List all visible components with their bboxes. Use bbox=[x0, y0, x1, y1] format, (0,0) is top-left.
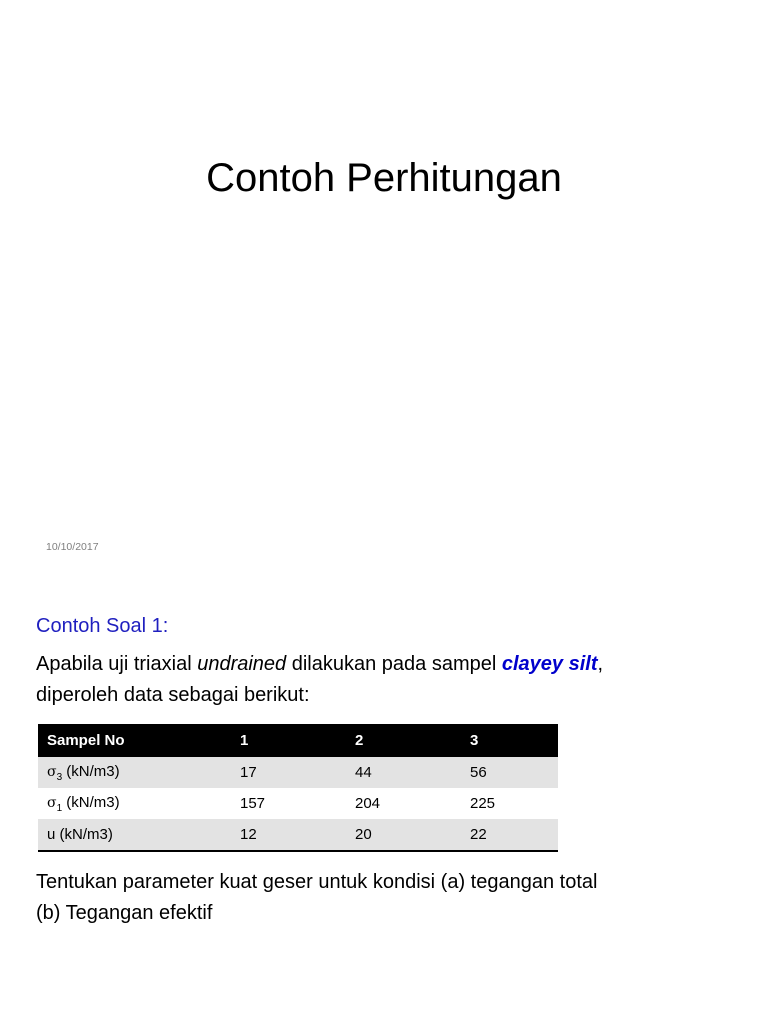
row-subscript: 1 bbox=[56, 802, 63, 814]
row-label bbox=[38, 819, 231, 851]
intro-text-1: Apabila uji triaxial bbox=[36, 653, 198, 675]
intro-text-3: , bbox=[597, 653, 604, 675]
table-cell: 17 bbox=[231, 757, 346, 788]
row-unit: (kN/m3) bbox=[62, 762, 120, 780]
page-title: Contoh Perhitungan bbox=[206, 156, 562, 200]
header-sample-2: 2 bbox=[346, 724, 461, 757]
problem-slide bbox=[0, 576, 768, 1024]
row-symbol: σ bbox=[47, 794, 57, 811]
slide-date: 10/10/2017 bbox=[46, 541, 99, 553]
row-unit: (kN/m3) bbox=[55, 826, 113, 843]
data-table bbox=[38, 724, 558, 852]
task-text bbox=[36, 867, 746, 929]
header-sample-1: 1 bbox=[231, 724, 346, 757]
table-row bbox=[38, 757, 558, 788]
table-header-row bbox=[38, 724, 558, 757]
table-row bbox=[38, 819, 558, 851]
intro-text-line2: diperoleh data sebagai berikut: bbox=[36, 684, 310, 706]
row-symbol: σ bbox=[47, 763, 57, 780]
row-label bbox=[38, 788, 231, 819]
row-symbol: u bbox=[47, 826, 56, 843]
problem-heading: Contoh Soal 1: bbox=[36, 615, 169, 637]
row-label bbox=[38, 757, 231, 788]
table-cell: 12 bbox=[231, 819, 346, 851]
intro-italic-term: undrained bbox=[197, 653, 287, 675]
table-cell: 20 bbox=[346, 819, 461, 851]
row-unit: (kN/m3) bbox=[62, 793, 120, 811]
table-cell: 157 bbox=[240, 795, 266, 812]
table-cell: 56 bbox=[461, 757, 558, 788]
problem-intro bbox=[36, 649, 736, 711]
intro-text-2: dilakukan pada sampel bbox=[286, 653, 502, 675]
header-sample-3: 3 bbox=[461, 724, 558, 757]
table-cell: 22 bbox=[461, 819, 558, 851]
intro-highlight-term: clayey silt bbox=[501, 653, 598, 675]
table-row bbox=[38, 788, 558, 819]
table-cell: 44 bbox=[346, 757, 461, 788]
table-cell: 225 bbox=[470, 795, 496, 812]
task-line-2: (b) Tegangan efektif bbox=[36, 902, 213, 924]
header-sample-no: Sampel No bbox=[38, 724, 231, 757]
task-line-1: Tentukan parameter kuat geser untuk kondisi (a) tegangan total bbox=[36, 871, 598, 893]
table-cell: 204 bbox=[355, 795, 381, 812]
row-subscript: 3 bbox=[56, 771, 63, 783]
